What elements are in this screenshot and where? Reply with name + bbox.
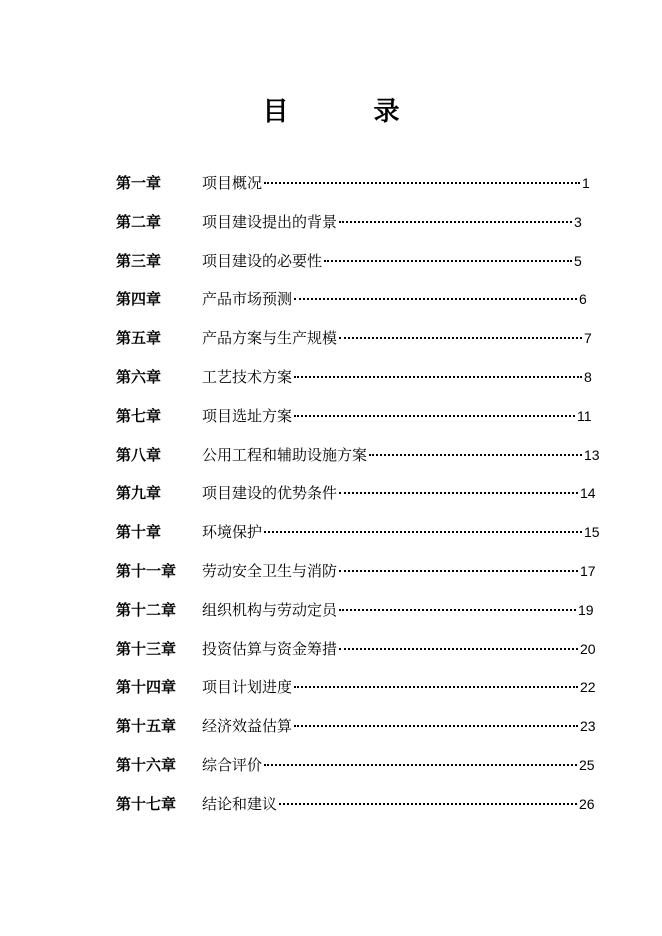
toc-entry-title: 结论和建议 <box>202 794 278 813</box>
toc-entry <box>202 752 595 778</box>
toc-chapter-number: 第九章 <box>116 484 162 503</box>
toc-row <box>116 403 606 442</box>
toc-entry <box>202 636 596 662</box>
toc-row <box>116 674 606 713</box>
toc-entry <box>202 713 596 739</box>
toc-row <box>116 286 606 325</box>
toc-entry <box>202 209 582 235</box>
toc-row <box>116 752 606 791</box>
toc-page-number: 17 <box>580 562 596 579</box>
toc-row <box>116 325 606 364</box>
toc-entry <box>202 558 596 584</box>
toc-entry-title: 项目建设的必要性 <box>202 251 323 270</box>
toc-page-number: 14 <box>580 485 596 502</box>
dot-leader <box>294 685 578 688</box>
toc-entry-title: 产品市场预测 <box>202 290 293 309</box>
toc-chapter-number: 第十一章 <box>116 561 177 580</box>
toc-entry <box>202 519 600 545</box>
toc-entry <box>202 674 596 700</box>
toc-entry <box>202 791 595 817</box>
toc-page-number: 8 <box>584 368 592 385</box>
dot-leader <box>339 608 576 611</box>
dot-leader <box>294 375 582 378</box>
toc-chapter-number: 第十五章 <box>116 717 177 736</box>
dot-leader <box>339 647 578 650</box>
toc-row <box>116 248 606 287</box>
dot-leader <box>264 530 582 533</box>
table-of-contents <box>116 170 606 830</box>
toc-entry-title: 项目建设提出的背景 <box>202 212 338 231</box>
toc-entry-title: 项目建设的优势条件 <box>202 484 338 503</box>
toc-row <box>116 364 606 403</box>
toc-row <box>116 558 606 597</box>
dot-leader <box>369 453 582 456</box>
toc-entry-title: 项目选址方案 <box>202 406 293 425</box>
toc-row <box>116 209 606 248</box>
toc-page-number: 25 <box>579 756 595 773</box>
toc-page-number: 15 <box>584 524 600 541</box>
toc-entry <box>202 286 587 312</box>
toc-entry <box>202 597 594 623</box>
toc-chapter-number: 第十四章 <box>116 678 177 697</box>
toc-entry <box>202 325 592 351</box>
dot-leader <box>294 297 577 300</box>
toc-entry-title: 公用工程和辅助设施方案 <box>202 445 368 464</box>
toc-chapter-number: 第十六章 <box>116 755 177 774</box>
toc-chapter-number: 第二章 <box>116 212 162 231</box>
toc-row <box>116 442 606 481</box>
dot-leader <box>324 259 572 262</box>
toc-chapter-number: 第一章 <box>116 174 162 192</box>
toc-page-number: 11 <box>577 407 592 424</box>
toc-entry-title: 组织机构与劳动定员 <box>202 600 338 619</box>
dot-leader <box>339 569 578 572</box>
toc-entry-title: 产品方案与生产规模 <box>202 329 338 348</box>
toc-entry-title: 项目计划进度 <box>202 678 293 697</box>
dot-leader <box>294 724 578 727</box>
dot-leader <box>339 336 582 339</box>
dot-leader <box>294 414 575 417</box>
toc-chapter-number: 第三章 <box>116 251 162 270</box>
toc-chapter-number: 第七章 <box>116 406 162 425</box>
toc-entry <box>202 364 592 390</box>
toc-entry <box>202 480 596 506</box>
toc-page-number: 20 <box>580 640 596 657</box>
toc-page-number: 23 <box>580 718 596 735</box>
dot-leader <box>264 763 577 766</box>
toc-page-number: 19 <box>578 601 594 618</box>
toc-chapter-number: 第四章 <box>116 290 162 309</box>
toc-entry <box>202 442 600 468</box>
toc-row <box>116 791 606 830</box>
toc-page-number: 26 <box>579 795 595 812</box>
toc-entry-title: 环境保护 <box>202 523 263 542</box>
toc-chapter-number: 第十三章 <box>116 639 177 658</box>
toc-page-number: 3 <box>574 213 582 230</box>
toc-page-number: 5 <box>574 252 582 269</box>
toc-row <box>116 519 606 558</box>
toc-chapter-number: 第十章 <box>116 523 162 542</box>
toc-entry <box>202 170 590 196</box>
dot-leader <box>279 802 577 805</box>
toc-entry <box>202 248 582 274</box>
dot-leader <box>339 220 572 223</box>
toc-chapter-number: 第八章 <box>116 445 162 464</box>
toc-entry-title: 劳动安全卫生与消防 <box>202 561 338 580</box>
toc-page-number: 1 <box>582 175 590 191</box>
toc-entry-title: 项目概况 <box>202 174 263 192</box>
toc-page-number: 13 <box>584 446 600 463</box>
toc-page-number: 22 <box>580 679 596 696</box>
page-title: 目 录 <box>262 97 438 127</box>
toc-page-number: 7 <box>584 330 592 347</box>
toc-entry-title: 工艺技术方案 <box>202 367 293 386</box>
toc-row <box>116 713 606 752</box>
toc-page-number: 6 <box>579 291 587 308</box>
toc-chapter-number: 第六章 <box>116 367 162 386</box>
toc-entry <box>202 403 592 429</box>
toc-row <box>116 170 606 209</box>
dot-leader <box>339 491 578 494</box>
toc-row <box>116 597 606 636</box>
toc-entry-title: 投资估算与资金筹措 <box>202 639 338 658</box>
toc-entry-title: 经济效益估算 <box>202 717 293 736</box>
toc-chapter-number: 第五章 <box>116 329 162 348</box>
toc-row <box>116 636 606 675</box>
toc-chapter-number: 第十二章 <box>116 600 177 619</box>
toc-row <box>116 480 606 519</box>
toc-chapter-number: 第十七章 <box>116 794 177 813</box>
dot-leader <box>264 181 580 184</box>
toc-entry-title: 综合评价 <box>202 755 263 774</box>
